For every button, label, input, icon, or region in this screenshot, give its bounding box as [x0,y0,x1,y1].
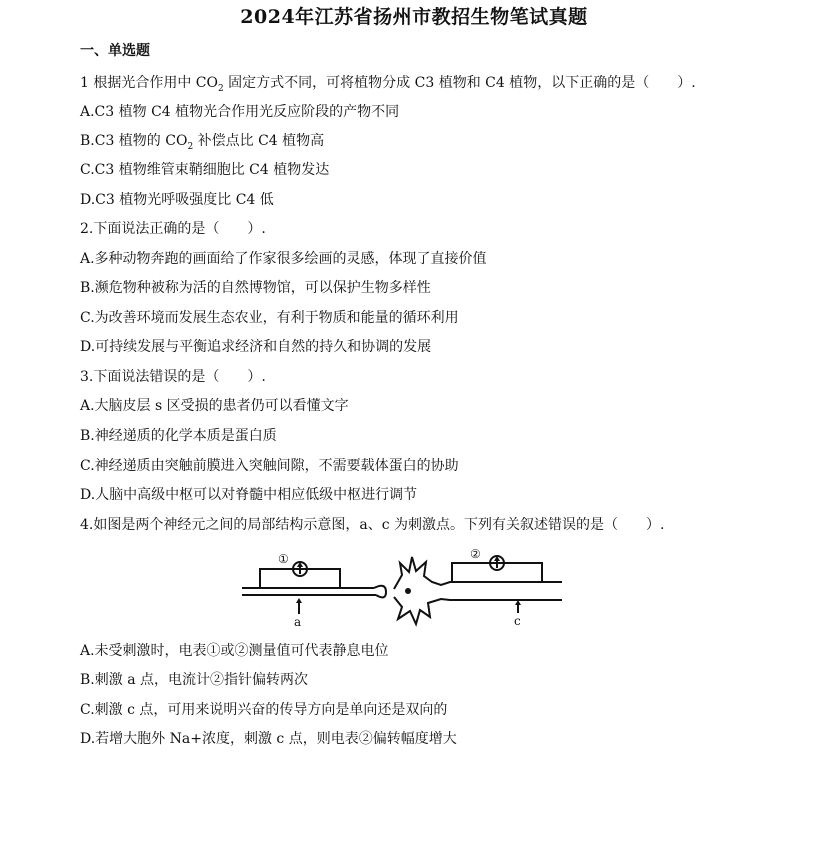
question-4-option-c: C.刺激 c 点，可用来说明兴奋的传导方向是单向还是双向的 [80,702,448,718]
question-1-option-c: C.C3 植物维管束鞘细胞比 C4 植物发达 [80,162,330,178]
question-2-option-a: A.多种动物奔跑的画面给了作家很多绘画的灵感，体现了直接价值 [80,251,487,267]
cell-nucleus [405,588,411,594]
question-4-option-d: D.若增大胞外 Na+浓度，刺激 c 点，则电表②偏转幅度增大 [80,731,457,747]
question-2-option-c: C.为改善环境而发展生态农业，有利于物质和能量的循环利用 [80,310,459,326]
q1-option-b-text: B.C3 植物的 CO [80,133,188,149]
question-4-option-a: A.未受刺激时，电表①或②测量值可代表静息电位 [80,643,389,659]
question-3-option-c: C.神经递质由突触前膜进入突触间隙，不需要载体蛋白的协助 [80,458,459,474]
question-4-option-b: B.刺激 a 点，电流计②指针偏转两次 [80,672,308,688]
question-3-stem: 3.下面说法错误的是（ ）. [80,369,266,385]
q1-option-b-subscript: 2 [187,141,194,152]
meter-2-label: ② [470,549,481,561]
q1-option-b-text-2: 补偿点比 C4 植物高 [193,133,325,149]
stimulus-arrowhead-a [296,598,302,603]
point-c-label: c [514,614,521,628]
presynaptic-terminal [374,586,386,598]
question-2-stem: 2.下面说法正确的是（ ）. [80,221,266,237]
question-1-option-d: D.C3 植物光呼吸强度比 C4 低 [80,192,274,208]
neuron-diagram [236,549,566,629]
question-3-option-b: B.神经递质的化学本质是蛋白质 [80,428,277,444]
neuron-diagram-svg [236,549,566,629]
question-1-option-b [80,130,324,152]
question-1-option-a: A.C3 植物 C4 植物光合作用光反应阶段的产物不同 [80,104,400,120]
page-title: 2024年江苏省扬州市教招生物笔试真题 [240,6,588,28]
postsynaptic-neuron [394,557,562,624]
q1-stem-text: 1 根据光合作用中 CO [80,75,218,91]
meter-1-label: ① [278,552,289,566]
question-2-option-d: D.可持续发展与平衡追求经济和自然的持久和协调的发展 [80,339,432,355]
question-4-stem: 4.如图是两个神经元之间的局部结构示意图，a、c 为刺激点。下列有关叙述错误的是（ ）. [80,517,665,533]
point-a-label: a [294,615,302,629]
question-3-option-d: D.人脑中高级中枢可以对脊髓中相应低级中枢进行调节 [80,487,418,503]
question-1-stem [80,72,696,94]
question-3-option-a: A.大脑皮层 s 区受损的患者仍可以看懂文字 [80,398,349,414]
q1-stem-text-2: 固定方式不同，可将植物分成 C3 植物和 C4 植物，以下正确的是（ ）. [223,75,696,91]
q1-stem-subscript: 2 [218,83,224,94]
section-heading: 一、单选题 [80,43,150,59]
question-2-option-b: B.濒危物种被称为活的自然博物馆，可以保护生物多样性 [80,280,431,296]
